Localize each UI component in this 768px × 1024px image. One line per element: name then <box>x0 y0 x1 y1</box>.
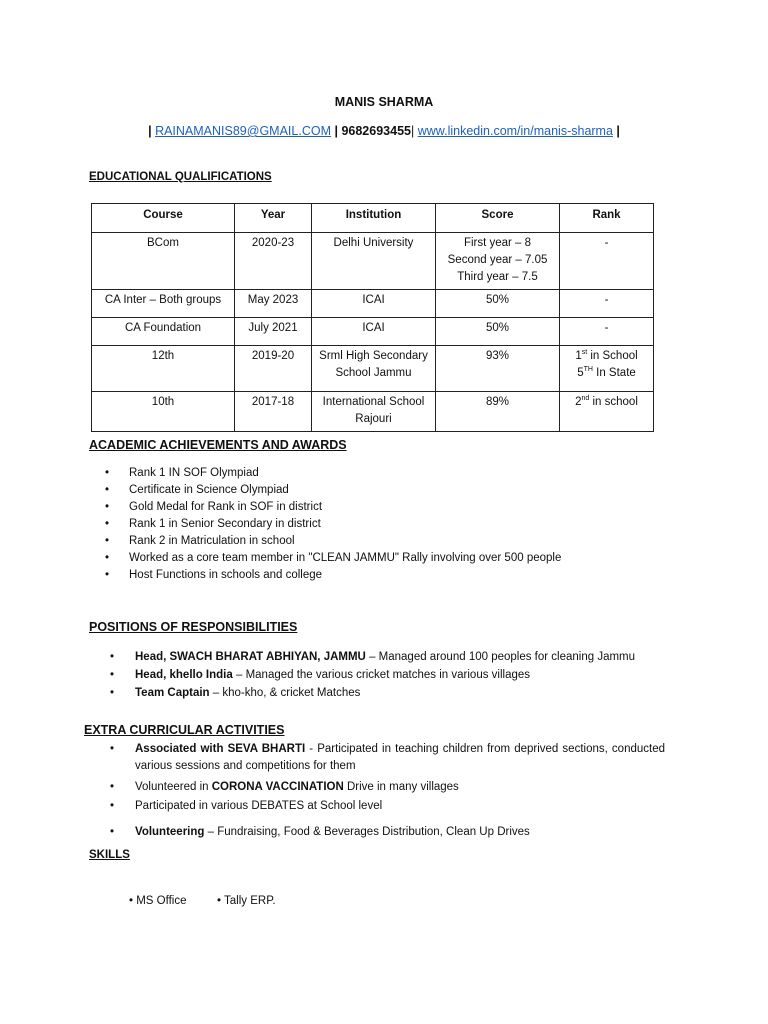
score-line: First year – 8 <box>463 237 532 249</box>
institution-cell: Delhi University <box>312 233 436 290</box>
rank-number: 1 <box>575 350 582 362</box>
phone-number: 9682693455 <box>341 124 411 138</box>
score-cell <box>436 233 560 290</box>
rank-cell: - <box>560 318 654 346</box>
rank-line <box>563 365 650 382</box>
score-line: Third year – 7.5 <box>457 271 538 283</box>
rank-line <box>563 394 650 411</box>
rank-text: In State <box>592 367 636 379</box>
activity-detail: Drive in many villages <box>343 781 459 793</box>
rank-suffix: TH <box>583 366 593 374</box>
rank-cell: - <box>560 233 654 290</box>
score-cell: 93% <box>436 346 560 392</box>
institution-cell: ICAI <box>312 318 436 346</box>
year-cell: 2017-18 <box>235 392 312 432</box>
table-row <box>92 290 654 318</box>
activity-prefix: Volunteered in <box>135 781 212 793</box>
rank-number: 5 <box>577 367 584 379</box>
institution-cell: Srml High Secondary School Jammu <box>312 346 436 392</box>
position-title: Head, khello India <box>135 669 233 681</box>
position-detail: – Managed the various cricket matches in various villages <box>232 669 531 681</box>
position-detail: – kho-kho, & cricket Matches <box>209 687 361 699</box>
rank-number: 2 <box>575 396 582 408</box>
skill-item: • MS Office <box>129 895 187 907</box>
email-link[interactable]: RAINAMANIS89@GMAIL.COM <box>155 124 331 138</box>
table-row <box>92 392 654 432</box>
skills-list <box>129 895 276 907</box>
course-cell: 10th <box>92 392 235 432</box>
score-cell: 50% <box>436 318 560 346</box>
column-header: Rank <box>560 204 654 233</box>
table-row <box>92 318 654 346</box>
score-cell: 89% <box>436 392 560 432</box>
rank-suffix: nd <box>581 395 590 403</box>
activity-title: Volunteering <box>135 826 205 838</box>
linkedin-link[interactable]: www.linkedin.com/in/manis-sharma <box>417 124 613 138</box>
list-item: • Rank 2 in Matriculation in school <box>129 533 729 550</box>
institution-cell: International School Rajouri <box>312 392 436 432</box>
year-cell: 2020-23 <box>235 233 312 290</box>
list-item <box>135 666 735 684</box>
course-cell: CA Inter – Both groups <box>92 290 235 318</box>
course-cell: BCom <box>92 233 235 290</box>
contact-separator: | <box>148 124 152 138</box>
year-cell: July 2021 <box>235 318 312 346</box>
table-row <box>92 346 654 392</box>
positions-list <box>135 648 735 702</box>
column-header: Institution <box>312 204 436 233</box>
list-item <box>135 648 735 666</box>
contact-separator: | <box>616 124 620 138</box>
list-item <box>135 741 665 775</box>
list-item <box>135 684 735 702</box>
list-item: • Host Functions in schools and college <box>129 567 729 584</box>
list-item: • Rank 1 in Senior Secondary in district <box>129 516 729 533</box>
skill-item: • Tally ERP. <box>217 895 276 907</box>
institution-cell: ICAI <box>312 290 436 318</box>
contact-separator: | <box>410 124 415 138</box>
column-header: Course <box>92 204 235 233</box>
position-title: Team Captain <box>135 687 210 699</box>
year-cell: May 2023 <box>235 290 312 318</box>
extracurricular-heading: EXTRA CURRICULAR ACTIVITIES <box>84 723 285 737</box>
achievements-list <box>129 465 729 584</box>
rank-text: in school <box>589 396 638 408</box>
rank-cell <box>560 392 654 432</box>
contact-line <box>0 124 768 138</box>
list-item <box>135 779 665 796</box>
rank-suffix: st <box>581 349 588 357</box>
position-detail: – Managed around 100 peoples for cleaning Jammu <box>365 651 636 663</box>
list-item: • Gold Medal for Rank in SOF in district <box>129 499 729 516</box>
rank-line <box>563 348 650 365</box>
list-item: • Rank 1 IN SOF Olympiad <box>129 465 729 482</box>
education-table <box>91 203 654 432</box>
list-item <box>135 798 665 815</box>
achievements-heading: ACADEMIC ACHIEVEMENTS AND AWARDS <box>89 438 347 452</box>
contact-separator: | <box>334 124 338 138</box>
table-header-row <box>92 204 654 233</box>
activity-detail: - Participated in teaching children from deprived sections, conducted various sessions and competitions for them <box>135 743 665 772</box>
course-cell: 12th <box>92 346 235 392</box>
column-header: Year <box>235 204 312 233</box>
list-item: • Certificate in Science Olympiad <box>129 482 729 499</box>
rank-cell: - <box>560 290 654 318</box>
activity-title: CORONA VACCINATION <box>211 781 344 793</box>
score-line: Second year – 7.05 <box>447 254 548 266</box>
column-header: Score <box>436 204 560 233</box>
rank-cell <box>560 346 654 392</box>
activity-title: Associated with SEVA BHARTI <box>135 743 306 755</box>
rank-text: in School <box>587 350 638 362</box>
list-item <box>135 824 665 841</box>
course-cell: CA Foundation <box>92 318 235 346</box>
activity-detail: – Fundraising, Food & Beverages Distribution, Clean Up Drives <box>204 826 530 838</box>
position-title: Head, SWACH BHARAT ABHIYAN, JAMMU <box>135 651 366 663</box>
table-row <box>92 233 654 290</box>
skills-heading: SKILLS <box>89 849 130 861</box>
resume-name: MANIS SHARMA <box>334 95 434 109</box>
extracurricular-list <box>135 741 665 841</box>
list-item: • Worked as a core team member in "CLEAN JAMMU" Rally involving over 500 people <box>129 550 729 567</box>
activity-text: Participated in various DEBATES at School level <box>135 800 383 812</box>
positions-heading: POSITIONS OF RESPONSIBILITIES <box>89 620 298 634</box>
year-cell: 2019-20 <box>235 346 312 392</box>
education-heading: EDUCATIONAL QUALIFICATIONS <box>89 171 272 183</box>
score-cell: 50% <box>436 290 560 318</box>
